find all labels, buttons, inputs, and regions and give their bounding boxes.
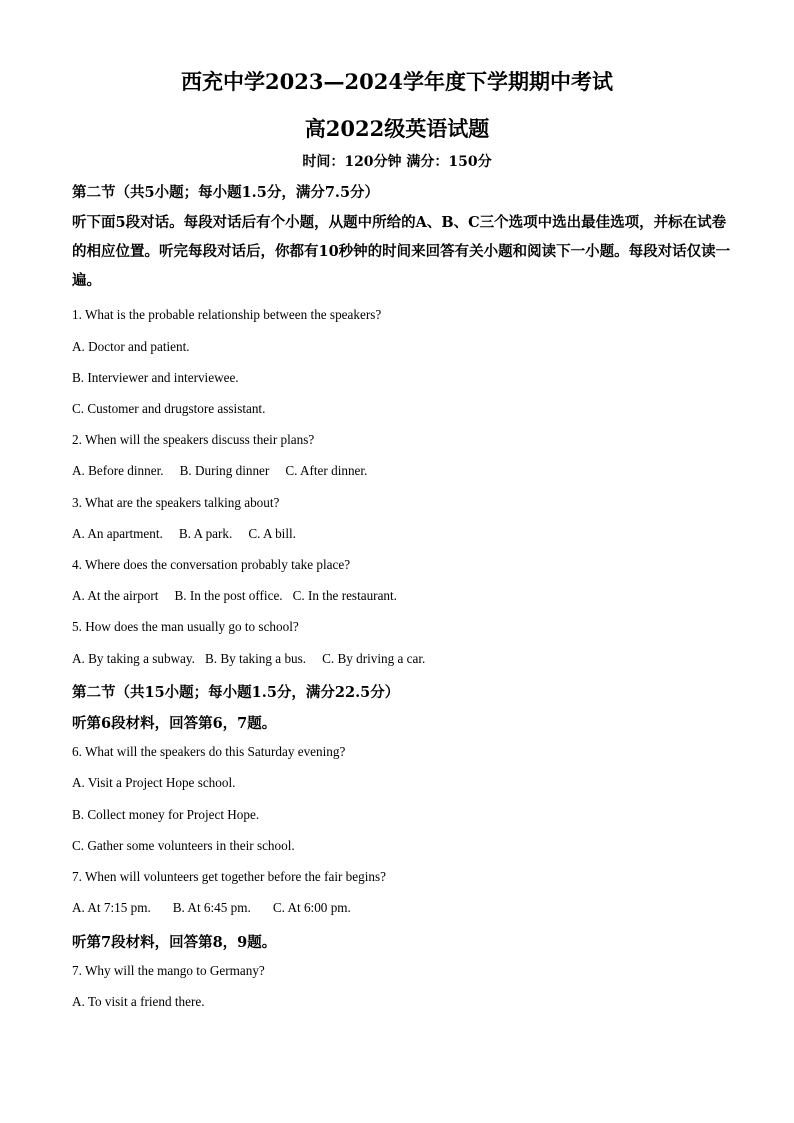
question-7-stem: 7. When will volunteers get together before the fair begins? [72, 869, 386, 884]
question-6-option-a: A. Visit a Project Hope school. [72, 775, 236, 790]
question-2-option-b: B. During dinner [179, 463, 270, 478]
section-instructions: 听下面5段对话。每段对话后有个小题，从题中所给的A、B、C三个选项中选出最佳选项，并标在试卷的相应位置。听完每段对话后，你都有10秒钟的时间来回答有关小题和阅读下一小题。每段对话仅读一遍。 [72, 214, 731, 289]
question-2-option-c: C. After dinner. [285, 463, 368, 478]
exam-title: 西充中学2023—2024学年度下学期期中考试 [181, 69, 613, 94]
material-7-heading: 听第7段材料，回答第8，9题。 [72, 934, 277, 951]
question-4-stem: 4. Where does the conversation probably take place? [72, 557, 351, 572]
question-3-option-a: A. An apartment. [72, 526, 163, 541]
question-2-option-a: A. Before dinner. [72, 463, 164, 478]
question-4-option-b: B. In the post office. [174, 588, 283, 603]
question-1-stem: 1. What is the probable relationship between the speakers? [72, 307, 382, 322]
question-1-option-b: B. Interviewer and interviewee. [72, 370, 239, 385]
question-7-option-b: B. At 6:45 pm. [172, 900, 251, 915]
question-8-option-a: A. To visit a friend there. [72, 994, 205, 1009]
time-info: 时间：120分钟 满分：150分 [302, 154, 492, 170]
question-5-option-c: C. By driving a car. [322, 651, 426, 666]
question-5-options [72, 651, 425, 667]
question-7-option-c: C. At 6:00 pm. [272, 900, 351, 915]
question-2-options [72, 463, 367, 479]
question-8-stem: 7. Why will the mango to Germany? [72, 963, 265, 978]
question-5-option-a: A. By taking a subway. [72, 651, 195, 666]
question-4-option-c: C. In the restaurant. [292, 588, 397, 603]
question-3-option-c: C. A bill. [248, 526, 296, 541]
section-heading-1: 第二节（共5小题；每小题1.5分，满分7.5分） [72, 184, 380, 201]
question-3-option-b: B. A park. [178, 526, 233, 541]
question-3-options [72, 526, 296, 542]
question-1-option-a: A. Doctor and patient. [72, 339, 190, 354]
question-3-stem: 3. What are the speakers talking about? [72, 495, 280, 510]
question-7-option-a: A. At 7:15 pm. [72, 900, 151, 915]
question-7-options [72, 900, 351, 916]
question-6-option-b: B. Collect money for Project Hope. [72, 807, 260, 822]
question-5-stem: 5. How does the man usually go to school? [72, 619, 299, 634]
question-6-option-c: C. Gather some volunteers in their school. [72, 838, 295, 853]
question-5-option-b: B. By taking a bus. [204, 651, 307, 666]
question-6-stem: 6. What will the speakers do this Saturday evening? [72, 744, 346, 759]
question-1-option-c: C. Customer and drugstore assistant. [72, 401, 266, 416]
question-2-stem: 2. When will the speakers discuss their plans? [72, 432, 315, 447]
question-4-option-a: A. At the airport [72, 588, 159, 603]
material-6-heading: 听第6段材料，回答第6，7题。 [72, 715, 277, 732]
section-heading-2: 第二节（共15小题；每小题1.5分，满分22.5分） [72, 684, 400, 701]
question-4-options [72, 588, 397, 604]
exam-subtitle: 高2022级英语试题 [304, 116, 490, 141]
